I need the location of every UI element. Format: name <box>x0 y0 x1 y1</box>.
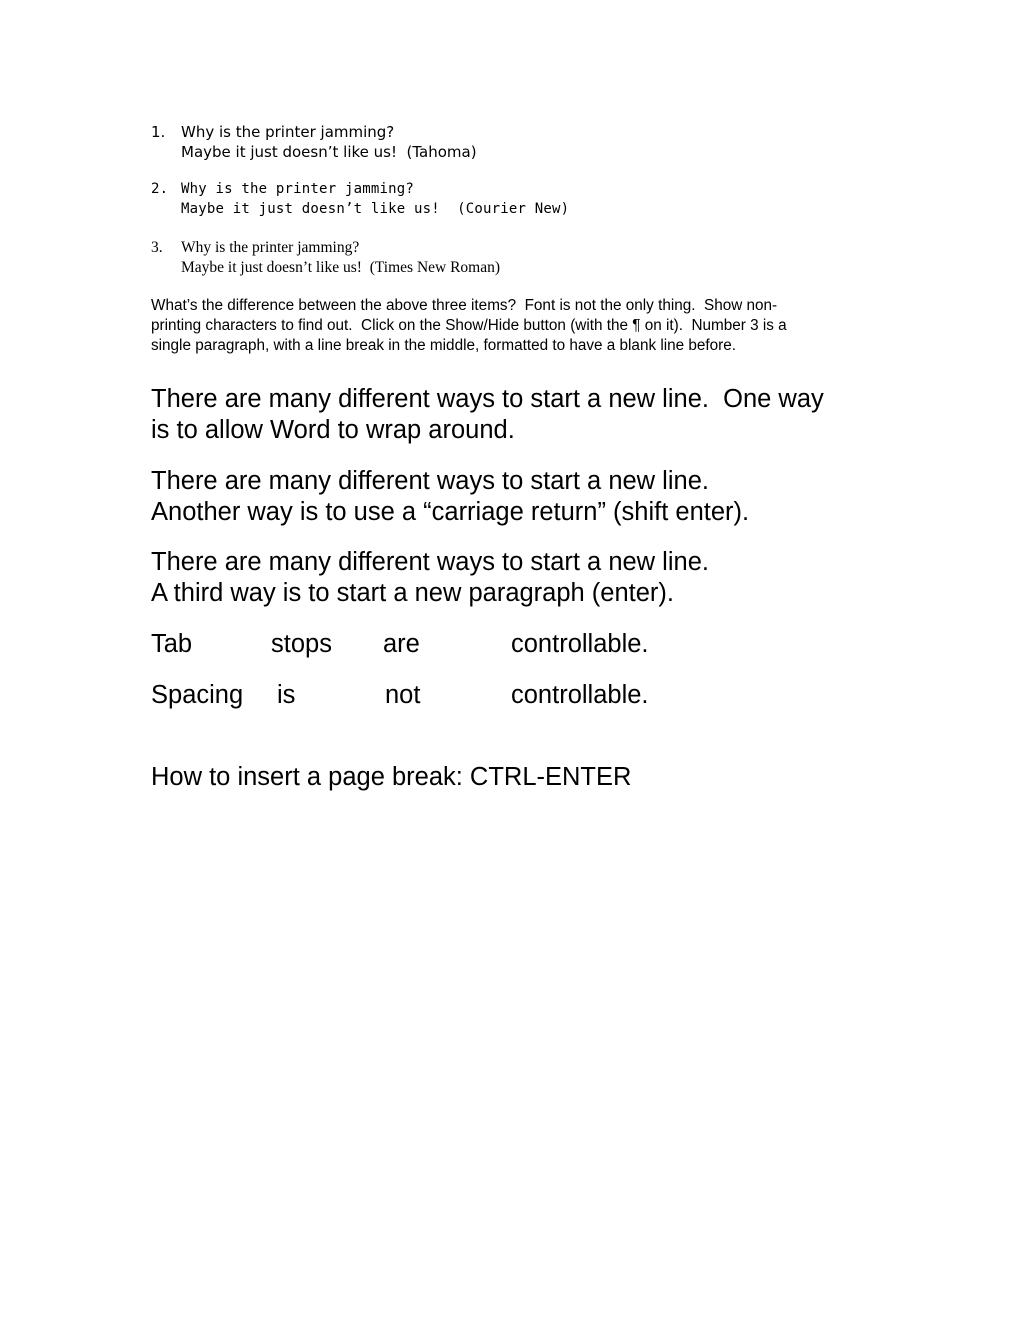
explanation-line-3: single paragraph, with a line break in the middle, formatted to have a blank line before. <box>151 337 737 354</box>
spacing-row-word-4: controllable. <box>511 681 649 709</box>
list-number-2: 2. <box>151 181 169 197</box>
paragraph-example-line-2: A third way is to start a new paragraph (enter). <box>151 579 674 607</box>
list-item-3-line-2: Maybe it just doesn’t like us! (Times New Roman) <box>181 259 501 276</box>
carriage-return-example-line-2: Another way is to use a “carriage return” (shift enter). <box>151 498 750 526</box>
tab-row-word-2: stops <box>271 630 332 658</box>
wrap-example-line-1: There are many different ways to start a new line. One way <box>151 385 824 413</box>
list-item-3-line-1: Why is the printer jamming? <box>181 239 360 256</box>
tab-row-word-3: are <box>383 630 420 658</box>
list-item-1-line-2: Maybe it just doesn’t like us! (Tahoma) <box>181 143 477 161</box>
spacing-row-word-3: not <box>385 681 421 709</box>
list-item-2-line-1: Why is the printer jamming? <box>181 181 414 197</box>
spacing-row-word-1: Spacing <box>151 681 244 709</box>
list-number-1: 1. <box>151 123 166 141</box>
list-item-1-line-1: Why is the printer jamming? <box>181 123 395 141</box>
list-number-3: 3. <box>151 239 163 256</box>
spacing-row-word-2: is <box>277 681 296 709</box>
explanation-line-2: printing characters to find out. Click on the Show/Hide button (with the ¶ on it). Number 3 is a <box>151 317 787 334</box>
explanation-line-1: What’s the difference between the above three items? Font is not the only thing. Show non- <box>151 297 778 314</box>
paragraph-example-line-1: There are many different ways to start a new line. <box>151 548 709 576</box>
list-item-2-line-2: Maybe it just doesn’t like us! (Courier New) <box>181 201 570 217</box>
page-break-instruction: How to insert a page break: CTRL-ENTER <box>151 763 632 791</box>
carriage-return-example-line-1: There are many different ways to start a new line. <box>151 467 709 495</box>
wrap-example-line-2: is to allow Word to wrap around. <box>151 416 515 444</box>
tab-row-word-4: controllable. <box>511 630 649 658</box>
tab-row-word-1: Tab <box>151 630 193 658</box>
